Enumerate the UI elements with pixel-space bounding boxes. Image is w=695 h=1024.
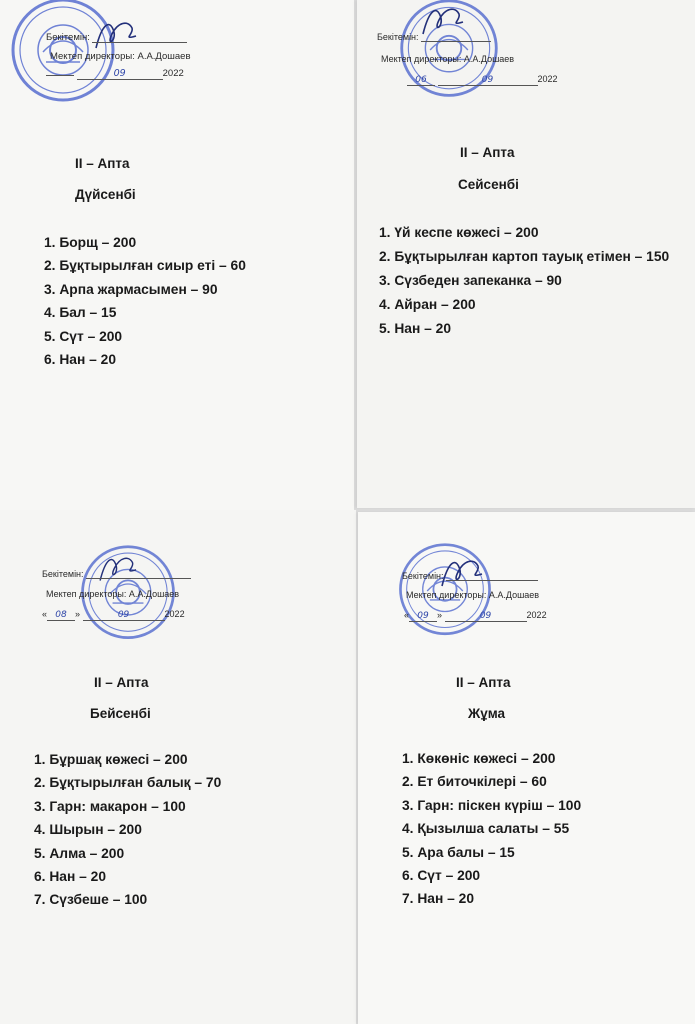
menu-item: 2. Ет биточкілері – 60	[402, 774, 547, 790]
week-label: ІІ – Апта	[460, 145, 515, 160]
menu-item: 1. Борщ – 200	[44, 235, 137, 250]
menu-sheet-tuesday	[357, 0, 695, 508]
week-label: ІІ – Апта	[75, 156, 130, 171]
date-day: 09	[409, 612, 437, 622]
director-label: Мектеп директоры: А.А.Дошаев	[381, 54, 515, 64]
menu-list	[44, 231, 246, 371]
menu-item: 7. Сүзбеше – 100	[34, 892, 148, 908]
approval-date	[46, 69, 184, 80]
director-label: Мектеп директоры: А.А.Дошаев	[406, 590, 540, 600]
week-label: ІІ – Апта	[94, 675, 149, 690]
menu-item: 3. Гарн: макарон – 100	[34, 798, 186, 814]
approve-label: Бекітемін:	[402, 571, 444, 581]
menu-item: 1. Көкөніс көжесі – 200	[402, 751, 556, 766]
menu-sheet-monday	[0, 0, 354, 512]
day-title: Бейсенбі	[90, 706, 151, 721]
signature-icon	[96, 550, 142, 586]
director-label: Мектеп директоры: А.А.Дошаев	[50, 51, 191, 62]
approve-label: Бекітемін:	[42, 569, 84, 579]
menu-sheet-friday	[358, 512, 695, 1024]
approve-label: Бекітемін:	[46, 32, 90, 43]
day-title: Жұма	[468, 706, 506, 721]
menu-item: 2. Бұқтырылған картоп тауық етімен – 150	[379, 249, 670, 264]
menu-item: 3. Сүзбеден запеканка – 90	[379, 273, 562, 288]
date-year: 2022	[537, 74, 558, 84]
approval-date: « 09 » 09 2022	[404, 610, 547, 621]
menu-item: 6. Нан – 20	[34, 869, 106, 885]
menu-item: 4. Айран – 200	[379, 297, 476, 312]
date-day: 08	[47, 611, 75, 621]
approve-label: Бекітемін:	[377, 32, 419, 42]
day-title: Дүйсенбі	[75, 187, 136, 202]
menu-item: 4. Шырын – 200	[34, 822, 142, 838]
school-seal-icon	[397, 0, 501, 102]
menu-item: 5. Алма – 200	[34, 845, 125, 861]
menu-item: 2. Бұқтырылған сиыр еті – 60	[44, 258, 246, 274]
week-label: ІІ – Апта	[456, 675, 511, 690]
approval-date	[407, 75, 558, 86]
menu-item: 4. Қызылша салаты – 55	[402, 821, 570, 837]
menu-item: 1. Үй кеспе көжесі – 200	[379, 225, 539, 240]
menu-item: 5. Нан – 20	[379, 321, 451, 336]
menu-item: 7. Нан – 20	[402, 891, 474, 907]
menu-list	[402, 747, 581, 911]
date-month: 09	[77, 69, 163, 80]
date-day	[46, 75, 74, 76]
date-year: 2022	[162, 68, 184, 79]
day-title: Сейсенбі	[458, 177, 519, 192]
menu-item: 4. Бал – 15	[44, 305, 117, 321]
menu-item: 5. Сүт – 200	[44, 328, 123, 344]
date-month: 09	[83, 611, 165, 621]
date-year: 2022	[526, 610, 547, 620]
approval-date: « 08 » 09 2022	[42, 609, 185, 620]
menu-list	[379, 221, 669, 341]
menu-item: 3. Гарн: піскен күріш – 100	[402, 797, 582, 813]
menu-item: 1. Бұршақ көжесі – 200	[34, 752, 188, 767]
date-year: 2022	[164, 609, 185, 619]
menu-list	[34, 748, 221, 912]
menu-item: 5. Ара балы – 15	[402, 844, 515, 860]
date-day: 06	[407, 76, 435, 86]
menu-item: 2. Бұқтырылған балық – 70	[34, 775, 222, 791]
menu-item: 6. Сүт – 200	[402, 868, 481, 884]
date-month: 09	[445, 612, 527, 622]
menu-item: 3. Арпа жармасымен – 90	[44, 281, 218, 297]
date-month: 09	[438, 76, 538, 86]
menu-item: 6. Нан – 20	[44, 352, 116, 368]
director-label: Мектеп директоры: А.А.Дошаев	[46, 589, 180, 599]
menu-sheet-thursday	[0, 510, 356, 1024]
